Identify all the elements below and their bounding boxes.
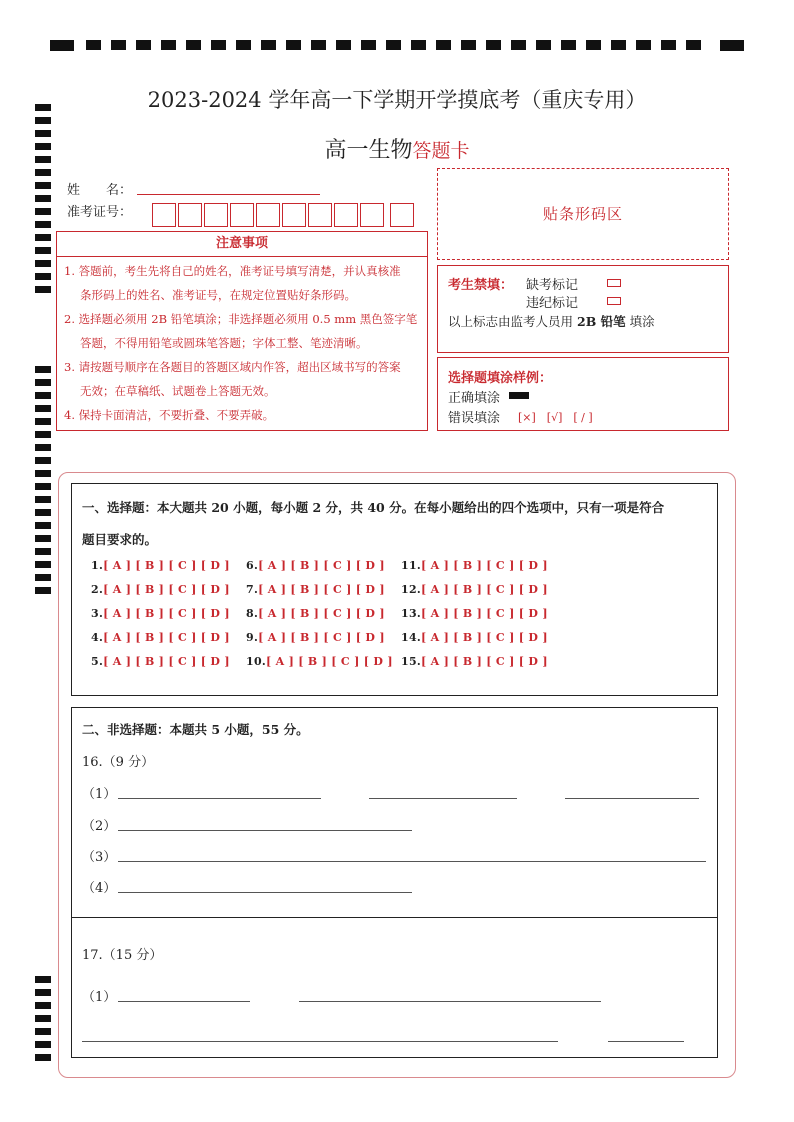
section2-q16-box bbox=[71, 707, 718, 918]
sample-box bbox=[437, 357, 729, 431]
wrong-fill-samples: [×] [√] [ / ] bbox=[518, 411, 593, 424]
exam-title: 2023-2024 学年高一下学期开学摸底考（重庆专用） bbox=[147, 88, 647, 112]
notice-box bbox=[56, 231, 428, 431]
card-subtitle bbox=[0, 133, 794, 164]
section1-box bbox=[71, 483, 718, 696]
id-digit-box[interactable] bbox=[256, 203, 280, 227]
id-digit-box[interactable] bbox=[334, 203, 358, 227]
section1-heading-cont: 题目要求的。 bbox=[82, 532, 158, 547]
answer-line[interactable] bbox=[118, 798, 321, 799]
answer-line[interactable] bbox=[299, 1001, 601, 1002]
absent-mark-bubble[interactable] bbox=[607, 279, 621, 287]
section2-heading: 二、非选择题：本题共 5 小题，55 分。 bbox=[82, 722, 309, 737]
answer-line[interactable] bbox=[118, 861, 706, 862]
section2-q17-box bbox=[71, 917, 718, 1058]
q16-part-label: （3） bbox=[82, 850, 117, 865]
mc-question[interactable]: 8.[ A ] [ B ] [ C ] [ D ] bbox=[246, 607, 385, 620]
q16-part-label: （2） bbox=[82, 819, 117, 834]
notice-item: 2. 选择题必须用 2B 铅笔填涂；非选择题必须用 0.5 mm 黑色签字笔 bbox=[64, 312, 418, 326]
subject-name: 高一生物 bbox=[324, 138, 413, 163]
answer-line[interactable] bbox=[118, 830, 412, 831]
id-digit-box[interactable] bbox=[390, 203, 414, 227]
absent-label: 缺考标记 bbox=[526, 278, 579, 293]
violation-mark-bubble[interactable] bbox=[607, 297, 621, 305]
notice-item: 4. 保持卡面清洁，不要折叠、不要弄破。 bbox=[64, 408, 275, 422]
mc-question[interactable]: 7.[ A ] [ B ] [ C ] [ D ] bbox=[246, 583, 385, 596]
answer-line[interactable] bbox=[118, 1001, 250, 1002]
forbidden-box bbox=[437, 265, 729, 353]
forbidden-title: 考生禁填： bbox=[448, 278, 514, 293]
barcode-label: 贴条形码区 bbox=[542, 205, 623, 223]
q16-label: 16.（9 分） bbox=[82, 755, 155, 770]
notice-item: 1. 答题前，考生先将自己的姓名，准考证号填写清楚，并认真核准 bbox=[64, 264, 401, 278]
notice-item: 答题，不得用铅笔或圆珠笔答题；字体工整、笔迹清晰。 bbox=[80, 336, 368, 350]
id-digit-box[interactable] bbox=[230, 203, 254, 227]
mc-question[interactable]: 11.[ A ] [ B ] [ C ] [ D ] bbox=[401, 559, 548, 572]
mc-question[interactable]: 6.[ A ] [ B ] [ C ] [ D ] bbox=[246, 559, 385, 572]
answer-line[interactable] bbox=[608, 1041, 684, 1042]
notice-item: 无效；在草稿纸、试题卷上答题无效。 bbox=[80, 384, 276, 398]
id-digit-box[interactable] bbox=[152, 203, 176, 227]
correct-label: 正确填涂 bbox=[448, 391, 501, 406]
notice-title: 注意事项 bbox=[57, 232, 427, 257]
mc-question[interactable]: 5.[ A ] [ B ] [ C ] [ D ] bbox=[91, 655, 230, 668]
answer-line[interactable] bbox=[565, 798, 699, 799]
mc-question[interactable]: 4.[ A ] [ B ] [ C ] [ D ] bbox=[91, 631, 230, 644]
sample-title: 选择题填涂样例： bbox=[448, 371, 553, 386]
q16-part-label: （1） bbox=[82, 787, 117, 802]
q16-part-label: （4） bbox=[82, 881, 117, 896]
mc-question[interactable]: 15.[ A ] [ B ] [ C ] [ D ] bbox=[401, 655, 548, 668]
answer-line[interactable] bbox=[369, 798, 517, 799]
mc-question[interactable]: 12.[ A ] [ B ] [ C ] [ D ] bbox=[401, 583, 548, 596]
barcode-area bbox=[437, 168, 729, 260]
mc-question[interactable]: 3.[ A ] [ B ] [ C ] [ D ] bbox=[91, 607, 230, 620]
forbidden-note: 以上标志由监考人员用 2B 铅笔 填涂 bbox=[448, 314, 655, 329]
id-digit-box[interactable] bbox=[178, 203, 202, 227]
violation-label: 违纪标记 bbox=[526, 296, 579, 311]
notice-item: 3. 请按题号顺序在各题目的答题区域内作答，超出区域书写的答案 bbox=[64, 360, 401, 374]
name-label: 姓 名： bbox=[67, 183, 133, 198]
q17-part-label: （1） bbox=[82, 990, 117, 1005]
id-digit-box[interactable] bbox=[308, 203, 332, 227]
answer-line[interactable] bbox=[118, 892, 412, 893]
mc-question[interactable]: 13.[ A ] [ B ] [ C ] [ D ] bbox=[401, 607, 548, 620]
mc-question[interactable]: 1.[ A ] [ B ] [ C ] [ D ] bbox=[91, 559, 230, 572]
name-field[interactable] bbox=[137, 194, 320, 195]
mc-question[interactable]: 14.[ A ] [ B ] [ C ] [ D ] bbox=[401, 631, 548, 644]
mc-question[interactable]: 2.[ A ] [ B ] [ C ] [ D ] bbox=[91, 583, 230, 596]
mc-question[interactable]: 9.[ A ] [ B ] [ C ] [ D ] bbox=[246, 631, 385, 644]
mc-question[interactable]: 10.[ A ] [ B ] [ C ] [ D ] bbox=[246, 655, 393, 668]
notice-item: 条形码上的姓名、准考证号，在规定位置贴好条形码。 bbox=[80, 288, 356, 302]
id-label: 准考证号： bbox=[67, 205, 133, 220]
q17-label: 17.（15 分） bbox=[82, 948, 163, 963]
id-digit-box[interactable] bbox=[204, 203, 228, 227]
card-label: 答题卡 bbox=[412, 140, 470, 162]
id-digit-box[interactable] bbox=[282, 203, 306, 227]
correct-fill-sample bbox=[509, 392, 529, 399]
section1-heading: 一、选择题：本大题共 20 小题，每小题 2 分，共 40 分。在每小题给出的四个选项中，只有一项是符合 bbox=[82, 500, 665, 515]
answer-line[interactable] bbox=[82, 1041, 558, 1042]
id-digit-box[interactable] bbox=[360, 203, 384, 227]
wrong-label: 错误填涂 bbox=[448, 411, 501, 426]
